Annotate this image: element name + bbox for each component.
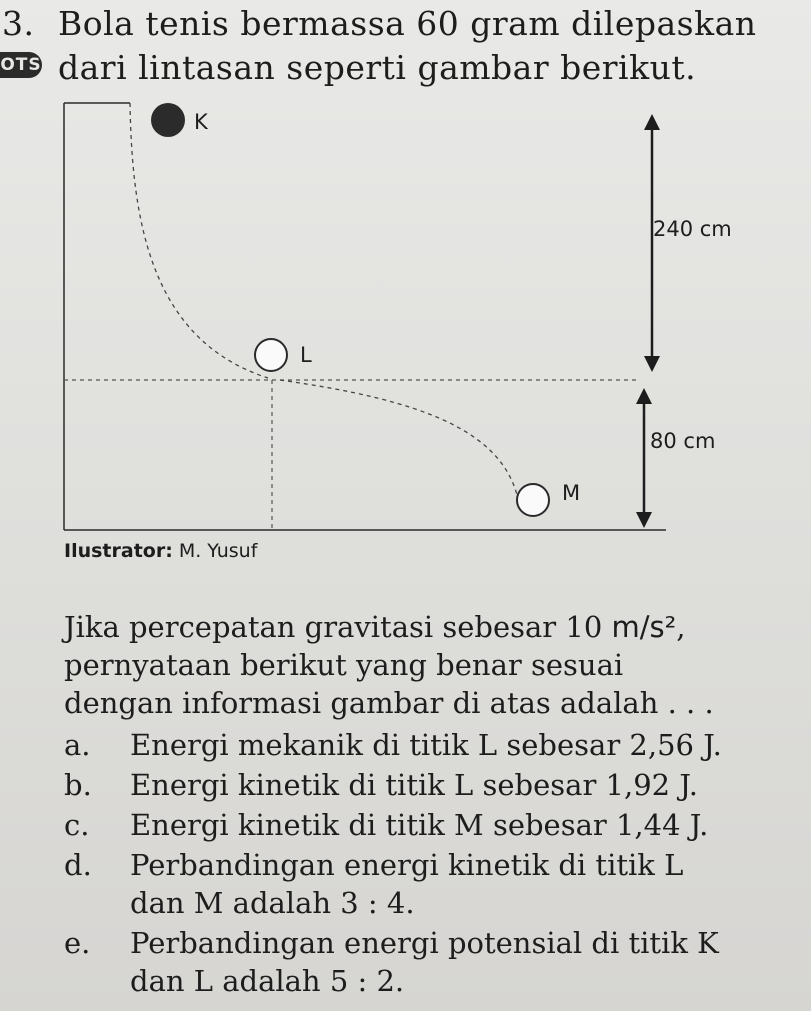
label-m: M [562, 481, 581, 505]
option-e-text-line-2: dan L adalah 5 : 2. [130, 964, 405, 998]
arrow-lower-head-top [636, 388, 652, 404]
question-text-line-1: Bola tenis bermassa 60 gram dilepaskan [58, 4, 757, 43]
label-k: K [194, 110, 208, 134]
arrow-lower-head-bottom [636, 512, 652, 528]
prompt-line-2: pernyataan berikut yang benar sesuai [64, 648, 624, 682]
illustrator-credit [64, 540, 257, 562]
prompt-line-3: dengan informasi gambar di atas adalah . . . [64, 686, 714, 720]
illustrator-label: Ilustrator: [64, 540, 173, 562]
option-e-text-line-1: Perbandingan energi potensial di titik K [130, 926, 719, 960]
prompt-line-1-end: , [676, 610, 686, 644]
track-curve-upper [130, 103, 268, 378]
option-a-letter: a. [64, 728, 91, 762]
arrow-upper-head-bottom [644, 356, 660, 372]
option-c-text: Energi kinetik di titik M sebesar 1,44 J. [130, 808, 709, 842]
ball-k [151, 103, 185, 137]
label-l: L [300, 343, 312, 367]
arrow-upper-head-top [644, 114, 660, 130]
option-a-text: Energi mekanik di titik L sebesar 2,56 J. [130, 728, 722, 762]
option-c-letter: c. [64, 808, 90, 842]
option-d-letter: d. [64, 848, 92, 882]
ots-badge: OTS [0, 52, 42, 78]
question-number: 3. [2, 4, 35, 43]
option-e-letter: e. [64, 926, 91, 960]
question-text-line-2: dari lintasan seperti gambar berikut. [58, 48, 697, 87]
option-b-text: Energi kinetik di titik L sebesar 1,92 J. [130, 768, 698, 802]
ball-l [255, 339, 287, 371]
height-label-lower: 80 cm [650, 429, 716, 453]
illustrator-name: M. Yusuf [172, 540, 258, 562]
prompt-line-1 [64, 610, 686, 644]
ball-m [517, 484, 549, 516]
prompt-line-1-text: Jika percepatan gravitasi sebesar 10 [64, 610, 612, 644]
track-curve-lower [280, 380, 520, 510]
height-label-upper: 240 cm [653, 217, 732, 241]
option-d-text-line-1: Perbandingan energi kinetik di titik L [130, 848, 684, 882]
option-b-letter: b. [64, 768, 92, 802]
option-d-text-line-2: dan M adalah 3 : 4. [130, 886, 415, 920]
gravity-unit: m/s² [611, 610, 677, 644]
